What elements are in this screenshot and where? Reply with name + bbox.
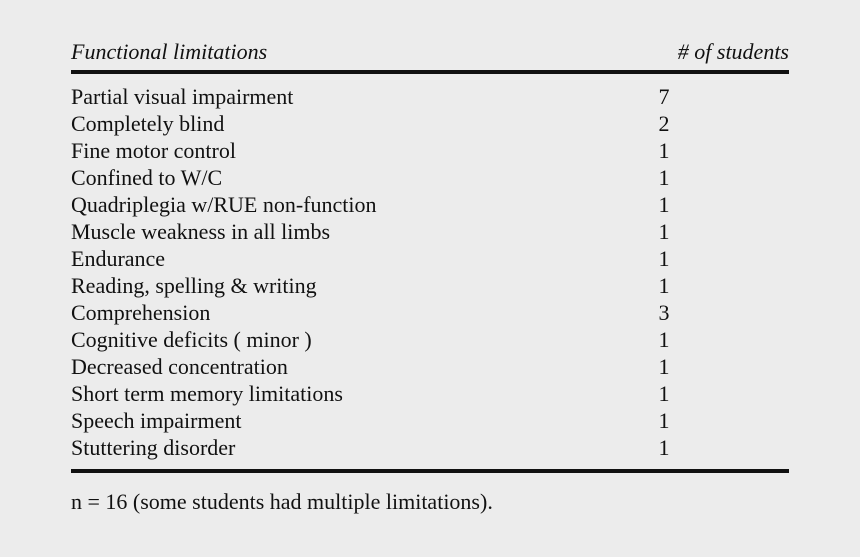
table-row — [71, 110, 789, 137]
table-body — [71, 74, 789, 461]
row-count: 1 — [658, 354, 670, 379]
table-header — [71, 36, 789, 70]
header-number-of-students: # of students — [677, 39, 789, 64]
row-count: 1 — [658, 408, 670, 433]
limitations-table — [71, 36, 789, 473]
table-row — [71, 218, 789, 245]
row-label: Speech impairment — [71, 408, 242, 433]
table-row — [71, 326, 789, 353]
row-label: Decreased concentration — [71, 354, 288, 379]
row-count: 2 — [658, 111, 670, 136]
table-row — [71, 164, 789, 191]
table-row — [71, 380, 789, 407]
table-row — [71, 353, 789, 380]
row-count: 1 — [658, 165, 670, 190]
row-count: 1 — [658, 219, 670, 244]
row-label: Stuttering disorder — [71, 435, 236, 460]
row-label: Partial visual impairment — [71, 84, 294, 109]
row-count: 1 — [658, 435, 670, 460]
table-row — [71, 83, 789, 110]
bottom-rule — [71, 469, 789, 473]
row-count: 1 — [658, 273, 670, 298]
row-label: Confined to W/C — [71, 165, 223, 190]
row-count: 1 — [658, 381, 670, 406]
table-row — [71, 191, 789, 218]
row-count: 1 — [658, 327, 670, 352]
row-count: 3 — [658, 300, 670, 325]
row-label: Reading, spelling & writing — [71, 273, 317, 298]
table-row — [71, 299, 789, 326]
row-label: Cognitive deficits ( minor ) — [71, 327, 312, 352]
row-label: Quadriplegia w/RUE non-function — [71, 192, 377, 217]
row-count: 7 — [658, 84, 670, 109]
table-row — [71, 137, 789, 164]
row-label: Fine motor control — [71, 138, 236, 163]
table-row — [71, 245, 789, 272]
row-label: Short term memory limitations — [71, 381, 343, 406]
table-row — [71, 407, 789, 434]
row-label: Endurance — [71, 246, 166, 271]
row-label: Muscle weakness in all limbs — [71, 219, 331, 244]
table-row — [71, 434, 789, 461]
header-functional-limitations: Functional limitations — [71, 39, 268, 64]
table-row — [71, 272, 789, 299]
row-count: 1 — [658, 246, 670, 271]
row-count: 1 — [658, 192, 670, 217]
row-label: Comprehension — [71, 300, 211, 325]
table-footnote: n = 16 (some students had multiple limitations). — [71, 489, 493, 514]
row-count: 1 — [658, 138, 670, 163]
row-label: Completely blind — [71, 111, 225, 136]
